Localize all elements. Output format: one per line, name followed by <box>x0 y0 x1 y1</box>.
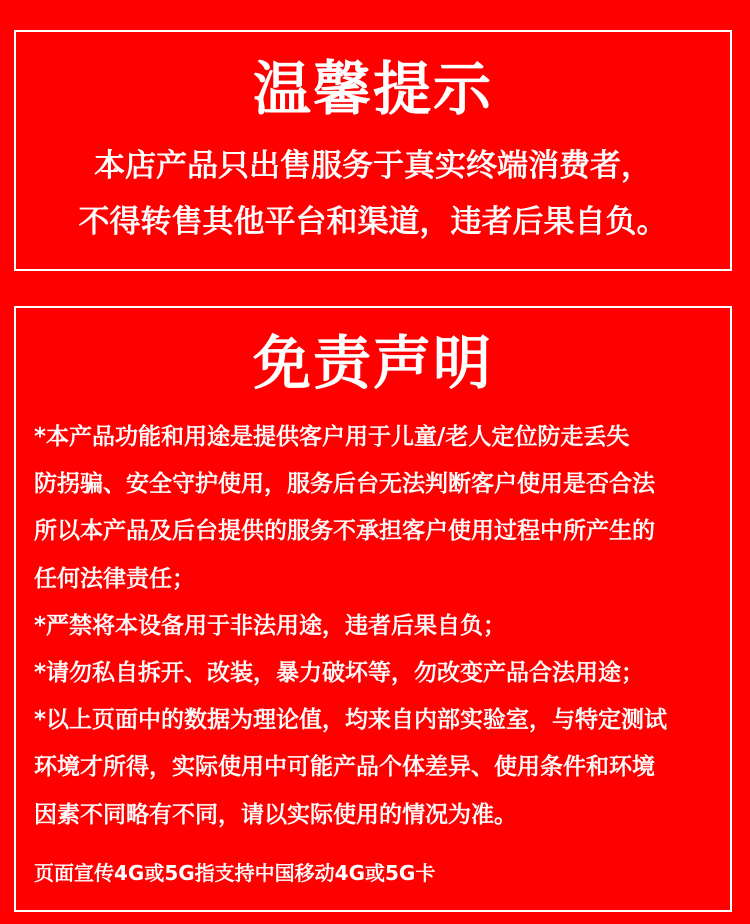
footer-note: 页面宣传4G或5G指支持中国移动4G或5G卡 <box>34 861 436 885</box>
disclaimer-line-4: 任何法律责任； <box>34 565 195 592</box>
notice-title: 温馨提示 <box>252 55 493 123</box>
disclaimer-line-8: 环境才所得，实际使用中可能产品个体差异、使用条件和环境 <box>34 754 655 781</box>
disclaimer-line-2: 防拐骗、安全守护使用，服务后台无法判断客户使用是否合法 <box>34 471 655 498</box>
disclaimer-line-1: *本产品功能和用途是提供客户用于儿童/老人定位防走丢失 <box>34 424 630 450</box>
disclaimer-title: 免责声明 <box>252 329 493 397</box>
disclaimer-line-7: *以上页面中的数据为理论值，均来自内部实验室，与特定测试 <box>34 707 668 734</box>
disclaimer-line-6: *请勿私自拆开、改装，暴力破坏等，勿改变产品合法用途； <box>34 660 645 687</box>
notice-line-2: 不得转售其他平台和渠道，违者后果自负。 <box>78 204 668 240</box>
disclaimer-line-5: *严禁将本设备用于非法用途，违者后果自负； <box>34 612 507 639</box>
disclaimer-line-9: 因素不同略有不同，请以实际使用的情况为准。 <box>34 801 517 828</box>
disclaimer-box <box>14 306 732 912</box>
disclaimer-text <box>34 414 726 839</box>
notice-text <box>16 138 730 250</box>
notice-box <box>14 30 732 271</box>
notice-line-1: 本店产品只出售服务于真实终端消费者， <box>94 148 652 184</box>
disclaimer-line-3: 所以本产品及后台提供的服务不承担客户使用过程中所产生的 <box>34 518 655 545</box>
